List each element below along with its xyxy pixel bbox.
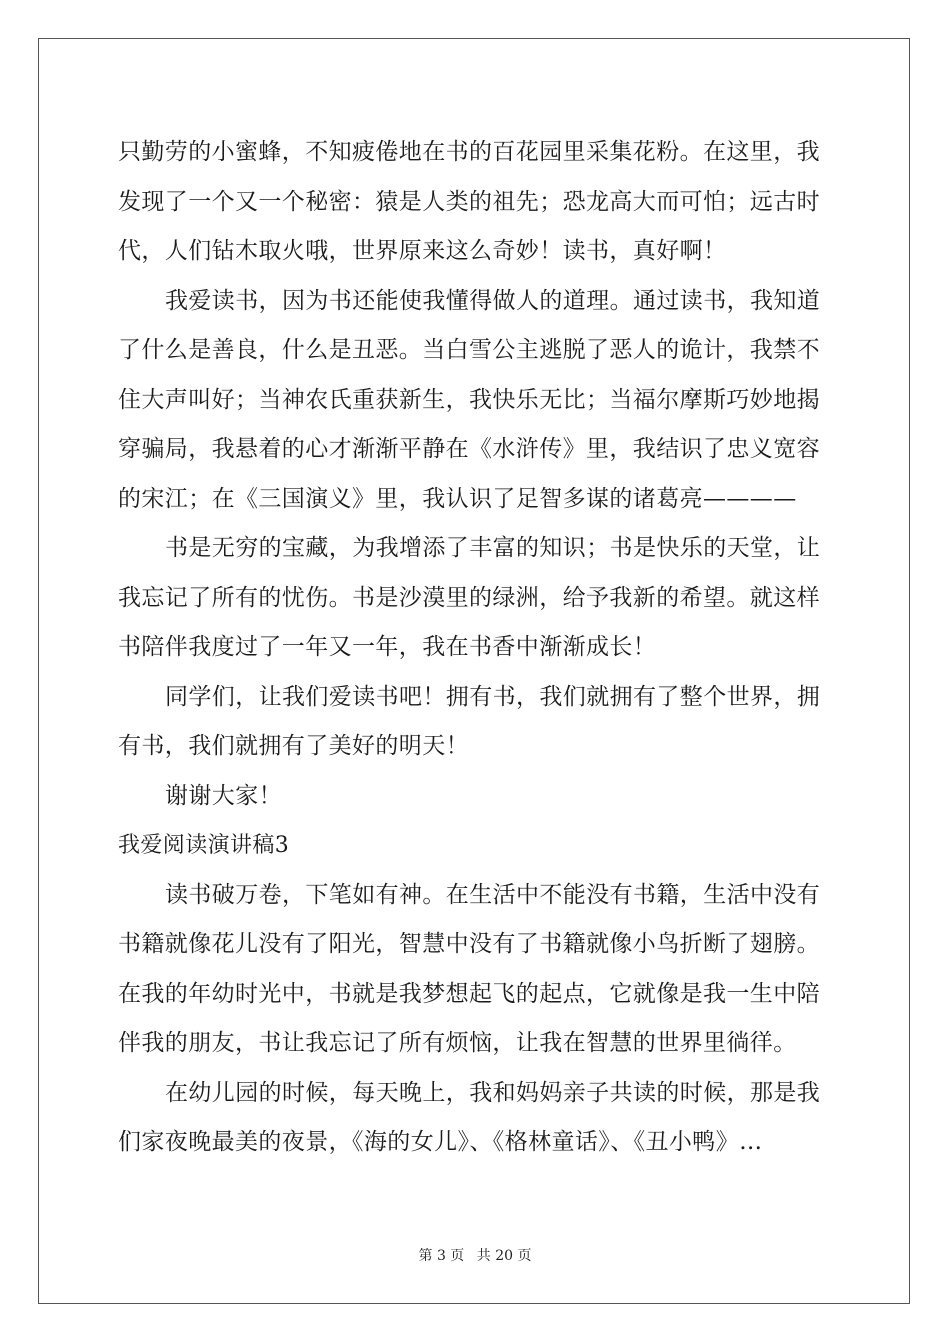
- paragraph-start-line: 读书破万卷，下笔如有神。在生活中不能没有书籍，生活中没有: [165, 881, 821, 908]
- text-line: 伴我的朋友，书让我忘记了所有烦恼，让我在智慧的世界里徜徉。: [118, 1030, 797, 1056]
- paragraph-start-line: 书是无穷的宝藏，为我增添了丰富的知识；书是快乐的天堂，让: [165, 535, 821, 561]
- text-line: 穿骗局，我悬着的心才渐渐平静在《水浒传》里，我结识了忠义宽容: [118, 436, 820, 462]
- text-line: 只勤劳的小蜜蜂，不知疲倦地在书的百花园里采集花粉。在这里，我: [118, 139, 820, 165]
- paragraph-start-line: 在幼儿园的时候，每天晚上，我和妈妈亲子共读的时候，那是我: [165, 1079, 821, 1106]
- page-number: 第 3 页: [418, 1248, 465, 1264]
- paragraph-start-line: 我爱读书，因为书还能使我懂得做人的道理。通过读书，我知道: [165, 287, 821, 314]
- closing-line: 谢谢大家！: [165, 782, 282, 809]
- paragraph-start-line: 同学们，让我们爱读书吧！拥有书，我们就拥有了整个世界，拥: [165, 683, 821, 710]
- text-line: 代，人们钻木取火哦，世界原来这么奇妙！读书，真好啊！: [118, 238, 727, 264]
- text-line: 我忘记了所有的忧伤。书是沙漠里的绿洲，给予我新的希望。就这样: [118, 584, 820, 611]
- text-line: 了什么是善良，什么是丑恶。当白雪公主逃脱了恶人的诡计，我禁不: [118, 337, 820, 363]
- page-total: 共 20 页: [476, 1248, 532, 1264]
- text-line: 住大声叫好；当神农氏重获新生，我快乐无比；当福尔摩斯巧妙地揭: [118, 386, 820, 413]
- section-heading: 我爱阅读演讲稿3: [118, 833, 290, 858]
- text-line: 发现了一个又一个秘密：猿是人类的祖先；恐龙高大而可怕；远古时: [118, 188, 820, 215]
- text-line: 书籍就像花儿没有了阳光，智慧中没有了书籍就像小鸟折断了翅膀。: [118, 931, 820, 957]
- text-line: 们家夜晚最美的夜景，《海的女儿》、《格林童话》、《丑小鸭》…: [118, 1129, 763, 1155]
- text-line: 的宋江；在《三国演义》里，我认识了足智多谋的诸葛亮————: [118, 485, 797, 512]
- text-line: 在我的年幼时光中，书就是我梦想起飞的起点，它就像是我一生中陪: [118, 980, 820, 1007]
- text-line: 有书，我们就拥有了美好的明天！: [118, 733, 469, 759]
- page-footer: [0, 1245, 950, 1265]
- text-line: 书陪伴我度过了一年又一年，我在书香中渐渐成长！: [118, 634, 657, 660]
- document-body: [118, 128, 834, 1168]
